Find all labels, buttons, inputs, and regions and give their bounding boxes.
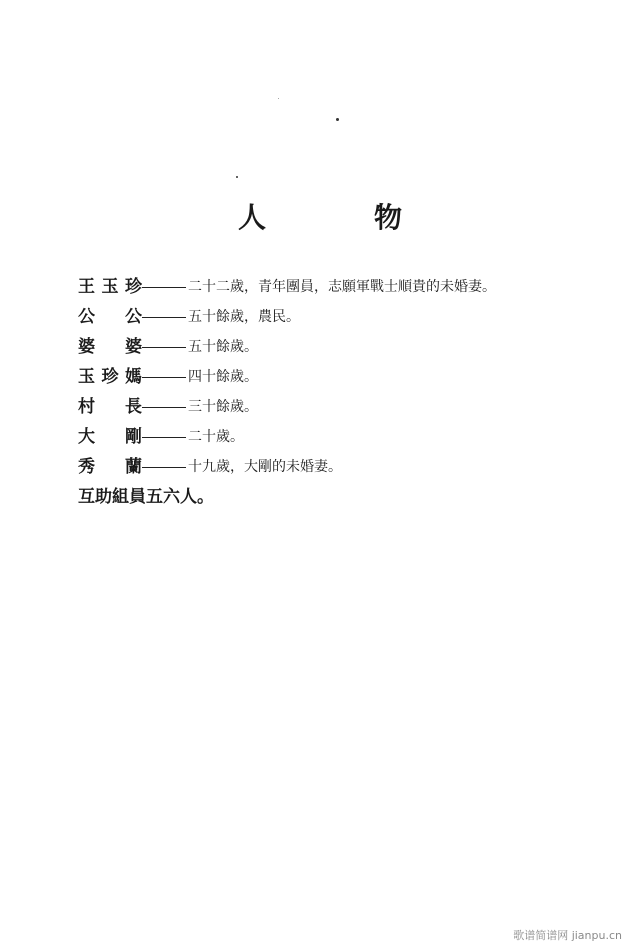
character-name: 秀蘭: [78, 457, 142, 477]
dash-separator: [142, 317, 186, 318]
list-item: [78, 482, 496, 512]
dash-separator: [142, 287, 186, 288]
cast-list: [78, 272, 496, 512]
list-item: [78, 452, 496, 482]
extra-cast-line: 互助組員五六人。: [78, 487, 214, 507]
list-item: [78, 362, 496, 392]
character-name: 婆婆: [78, 337, 142, 357]
page-title: 人 物: [237, 201, 442, 234]
dash-separator: [142, 377, 186, 378]
character-description: 五十餘歲。: [188, 339, 258, 355]
character-description: 二十二歲，青年團員，志願軍戰士順貴的未婚妻。: [188, 279, 496, 295]
character-description: 二十歲。: [188, 429, 244, 445]
character-description: 三十餘歲。: [188, 399, 258, 415]
character-description: 四十餘歲。: [188, 369, 258, 385]
character-name: 村長: [78, 397, 142, 417]
character-name: 玉珍媽: [78, 367, 142, 387]
character-name: 公公: [78, 307, 142, 327]
character-name: 大剛: [78, 427, 142, 447]
character-description: 五十餘歲，農民。: [188, 309, 300, 325]
dash-separator: [142, 437, 186, 438]
list-item: [78, 302, 496, 332]
character-description: 十九歲，大剛的未婚妻。: [188, 459, 342, 475]
ink-dot: [336, 118, 339, 121]
ink-dot: [236, 176, 238, 178]
ink-dot: [278, 98, 279, 99]
list-item: [78, 392, 496, 422]
watermark: 歌谱简谱网 jianpu.cn: [513, 929, 622, 942]
list-item: [78, 272, 496, 302]
dash-separator: [142, 467, 186, 468]
dash-separator: [142, 347, 186, 348]
list-item: [78, 422, 496, 452]
list-item: [78, 332, 496, 362]
dash-separator: [142, 407, 186, 408]
character-name: 王玉珍: [78, 277, 142, 297]
